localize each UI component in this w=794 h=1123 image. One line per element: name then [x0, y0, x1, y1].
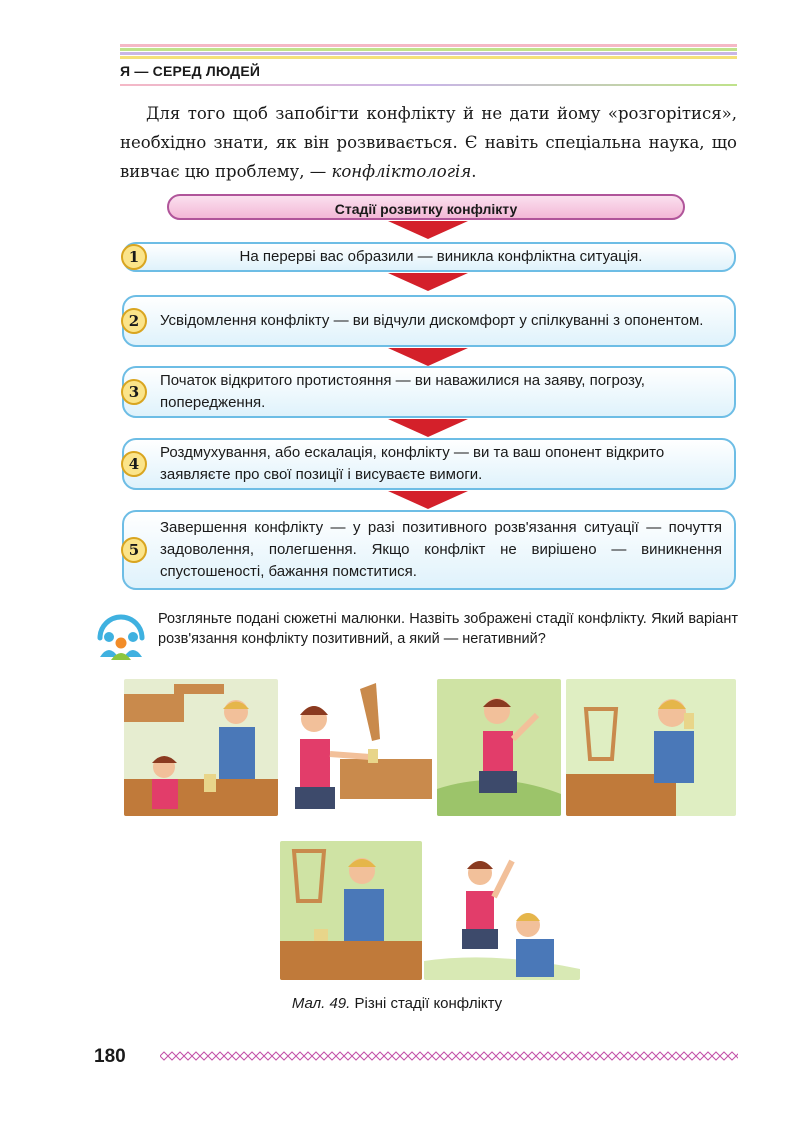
intro-paragraph	[120, 99, 737, 186]
stage-text: На перерві вас образили — виникла конфліктна ситуація.	[239, 248, 643, 265]
page-number: 180	[94, 1046, 126, 1067]
illustration-5	[280, 841, 422, 980]
stage-number: 4	[121, 451, 147, 477]
group-work-icon	[94, 612, 148, 660]
stage-text: Роздмухування, або ескалація, конфлікту — ви та ваш опонент відкрито заявляєте про свої позиції і висуваєте вимоги.	[160, 444, 665, 483]
figure-label: Мал. 49.	[291, 995, 351, 1012]
stage-number: 1	[121, 244, 147, 270]
illustration-6	[424, 841, 580, 980]
intro-term: конфліктологія	[331, 162, 472, 181]
stage-1	[122, 242, 736, 272]
arrow-down	[388, 273, 468, 291]
stage-text: Завершення конфлікту — у разі позитивного розв'язання ситуації — почуття задоволення, полегшення. Якщо конфлікт не вирішено — виникнення спустошеності, бажання помститися.	[160, 519, 722, 580]
task-text: Розгляньте подані сюжетні малюнки. Назвіть зображені стадії конфлікту. Який варіант розв'язання конфлікту позитивний, а який — негативний?	[158, 611, 738, 647]
header-stripe	[120, 44, 737, 47]
stage-text: Початок відкритого протистояння — ви наважилися на заяву, погрозу, попередження.	[160, 372, 645, 411]
header-stripes	[120, 44, 737, 60]
stage-text: Усвідомлення конфлікту — ви відчули дискомфорт у спілкуванні з опонентом.	[160, 312, 704, 329]
arrow-down	[388, 221, 468, 239]
arrow-down	[388, 348, 468, 366]
stages-title: Стадії розвитку конфлікту	[167, 194, 685, 220]
stage-4	[122, 438, 736, 490]
illustration-3	[437, 679, 561, 816]
illustration-2	[280, 679, 432, 816]
section-title: Я — СЕРЕД ЛЮДЕЙ	[120, 63, 261, 79]
stage-2	[122, 295, 736, 347]
header-stripe	[120, 48, 737, 51]
stage-5	[122, 510, 736, 590]
arrow-down	[388, 491, 468, 509]
header-stripe	[120, 52, 737, 55]
figure-caption-text: Різні стадії конфлікту	[354, 995, 503, 1012]
header-underline	[120, 84, 737, 86]
illustration-1	[124, 679, 278, 816]
intro-end: .	[471, 162, 477, 181]
stage-number: 2	[121, 308, 147, 334]
illustration-4	[566, 679, 736, 816]
stage-number: 3	[121, 379, 147, 405]
decorative-chain	[160, 1051, 738, 1061]
intro-text: Для того щоб запобігти конфлікту й не дати йому «розгорітися», необхідно знати, як він розвивається. Є навіть спеціальна наука, що вивчає цю проблему, —	[120, 104, 737, 181]
stage-3	[122, 366, 736, 418]
header-stripe	[120, 56, 737, 59]
arrow-down	[388, 419, 468, 437]
stage-number: 5	[121, 537, 147, 563]
figure-caption	[0, 995, 794, 1012]
